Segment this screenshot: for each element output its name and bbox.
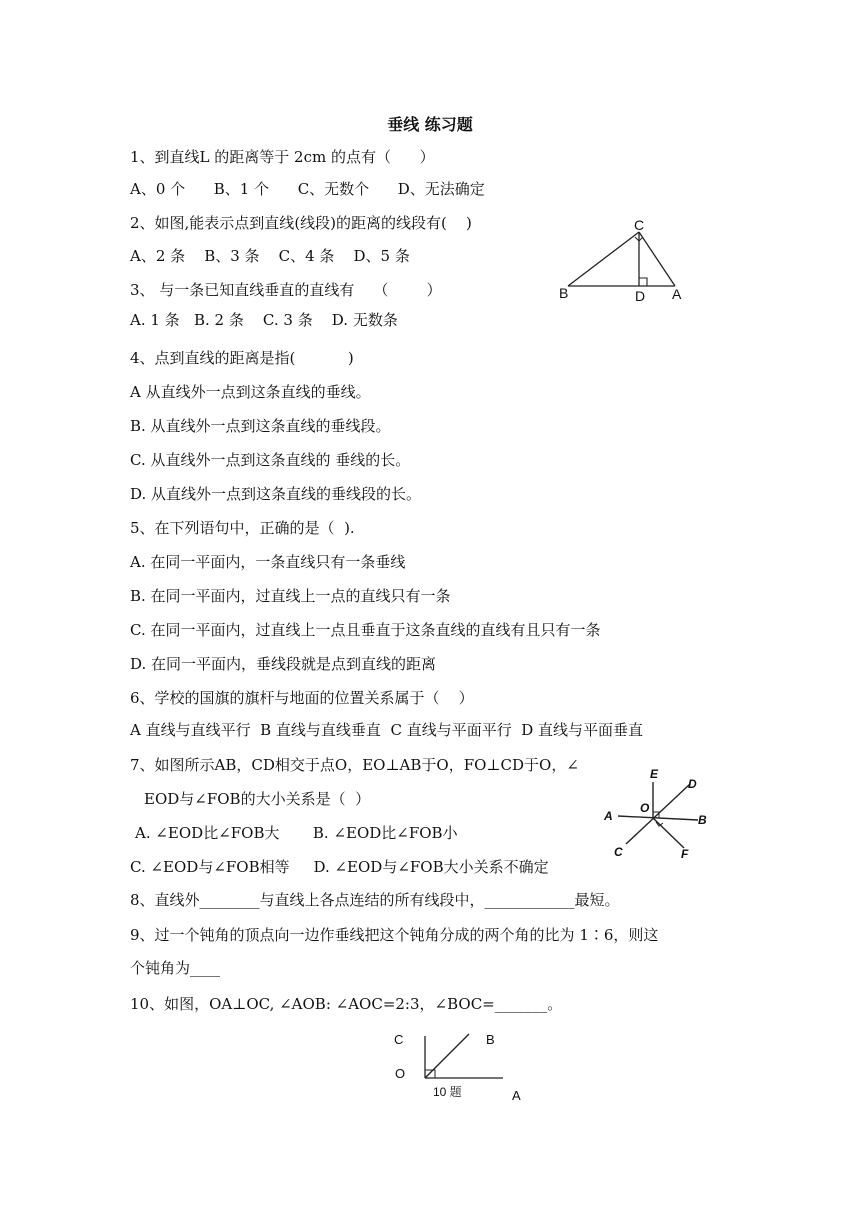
label-o: O	[395, 1066, 406, 1081]
label-b: B	[559, 285, 569, 301]
text-line: A 直线与直线平行 B 直线与直线垂直 C 直线与平面平行 D 直线与平面垂直	[130, 721, 644, 739]
text-line: A. 在同一平面内，一条直线只有一条垂线	[130, 553, 406, 571]
text-line: 9、过一个钝角的顶点向一边作垂线把这个钝角分成的两个角的比为 1∶6，则这	[130, 926, 659, 944]
text-line: B. 从直线外一点到这条直线的垂线段。	[130, 417, 391, 435]
label-e: E	[650, 767, 659, 781]
label-a: A	[512, 1088, 521, 1103]
text-line: 个钝角为____	[130, 959, 221, 977]
text-line: A. 1 条 B. 2 条 C. 3 条 D. 无数条	[130, 311, 398, 329]
text-line: C. ∠EOD与∠FOB相等 D. ∠EOD与∠FOB大小关系不确定	[130, 858, 549, 876]
triangle-figure	[555, 218, 695, 308]
label-a: A	[604, 809, 613, 823]
text-line: C. 在同一平面内，过直线上一点且垂直于这条直线的直线有且只有一条	[130, 621, 601, 639]
label-c: C	[614, 845, 623, 859]
label-o: O	[640, 801, 650, 815]
text-line: A、0 个 B、1 个 C、无数个 D、无法确定	[130, 180, 485, 198]
label-d: D	[635, 288, 646, 304]
text-line: 4、点到直线的距离是指( )	[130, 349, 354, 367]
text-line: D. 在同一平面内，垂线段就是点到直线的距离	[130, 655, 437, 673]
page-title: 垂线 练习题	[387, 115, 473, 134]
text-line: B. 在同一平面内，过直线上一点的直线只有一条	[130, 587, 451, 605]
label-b: B	[486, 1032, 495, 1047]
text-line: 10、如图，OA⊥OC, ∠AOB: ∠AOC=2:3，∠BOC=_______。	[130, 995, 563, 1013]
text-line: EOD与∠FOB的大小关系是（ ）	[144, 790, 371, 808]
label-b: B	[698, 813, 707, 827]
label-c: C	[634, 218, 645, 233]
text-line: 5、在下列语句中，正确的是（ ).	[130, 519, 355, 537]
text-line: 6、学校的国旗的旗杆与地面的位置关系属于（ ）	[130, 689, 474, 707]
label-a: A	[672, 286, 682, 302]
text-line: D. 从直线外一点到这条直线的垂线段的长。	[130, 485, 422, 503]
figure-caption: 10 题	[433, 1085, 462, 1099]
text-line: A、2 条 B、3 条 C、4 条 D、5 条	[130, 247, 410, 265]
text-line: A. ∠EOD比∠FOB大 B. ∠EOD比∠FOB小	[135, 824, 458, 842]
text-line: 3、 与一条已知直线垂直的直线有 （ ）	[130, 281, 442, 299]
angle-figure	[385, 1024, 535, 1114]
text-line: 7、如图所示AB，CD相交于点O，EO⊥AB于O，FO⊥CD于O，∠	[130, 756, 579, 774]
text-line: C. 从直线外一点到这条直线的 垂线的长。	[130, 451, 411, 469]
text-line: 8、直线外________与直线上各点连结的所有线段中，____________最短。	[130, 891, 620, 909]
intersecting-lines-figure	[598, 762, 718, 872]
text-line: 1、到直线L 的距离等于 2cm 的点有（ ）	[130, 148, 435, 166]
text-line: 2、如图,能表示点到直线(线段)的距离的线段有( )	[130, 214, 472, 232]
text-line: A 从直线外一点到这条直线的垂线。	[130, 383, 371, 401]
label-d: D	[688, 777, 697, 791]
label-c: C	[394, 1032, 404, 1047]
label-f: F	[681, 847, 689, 861]
